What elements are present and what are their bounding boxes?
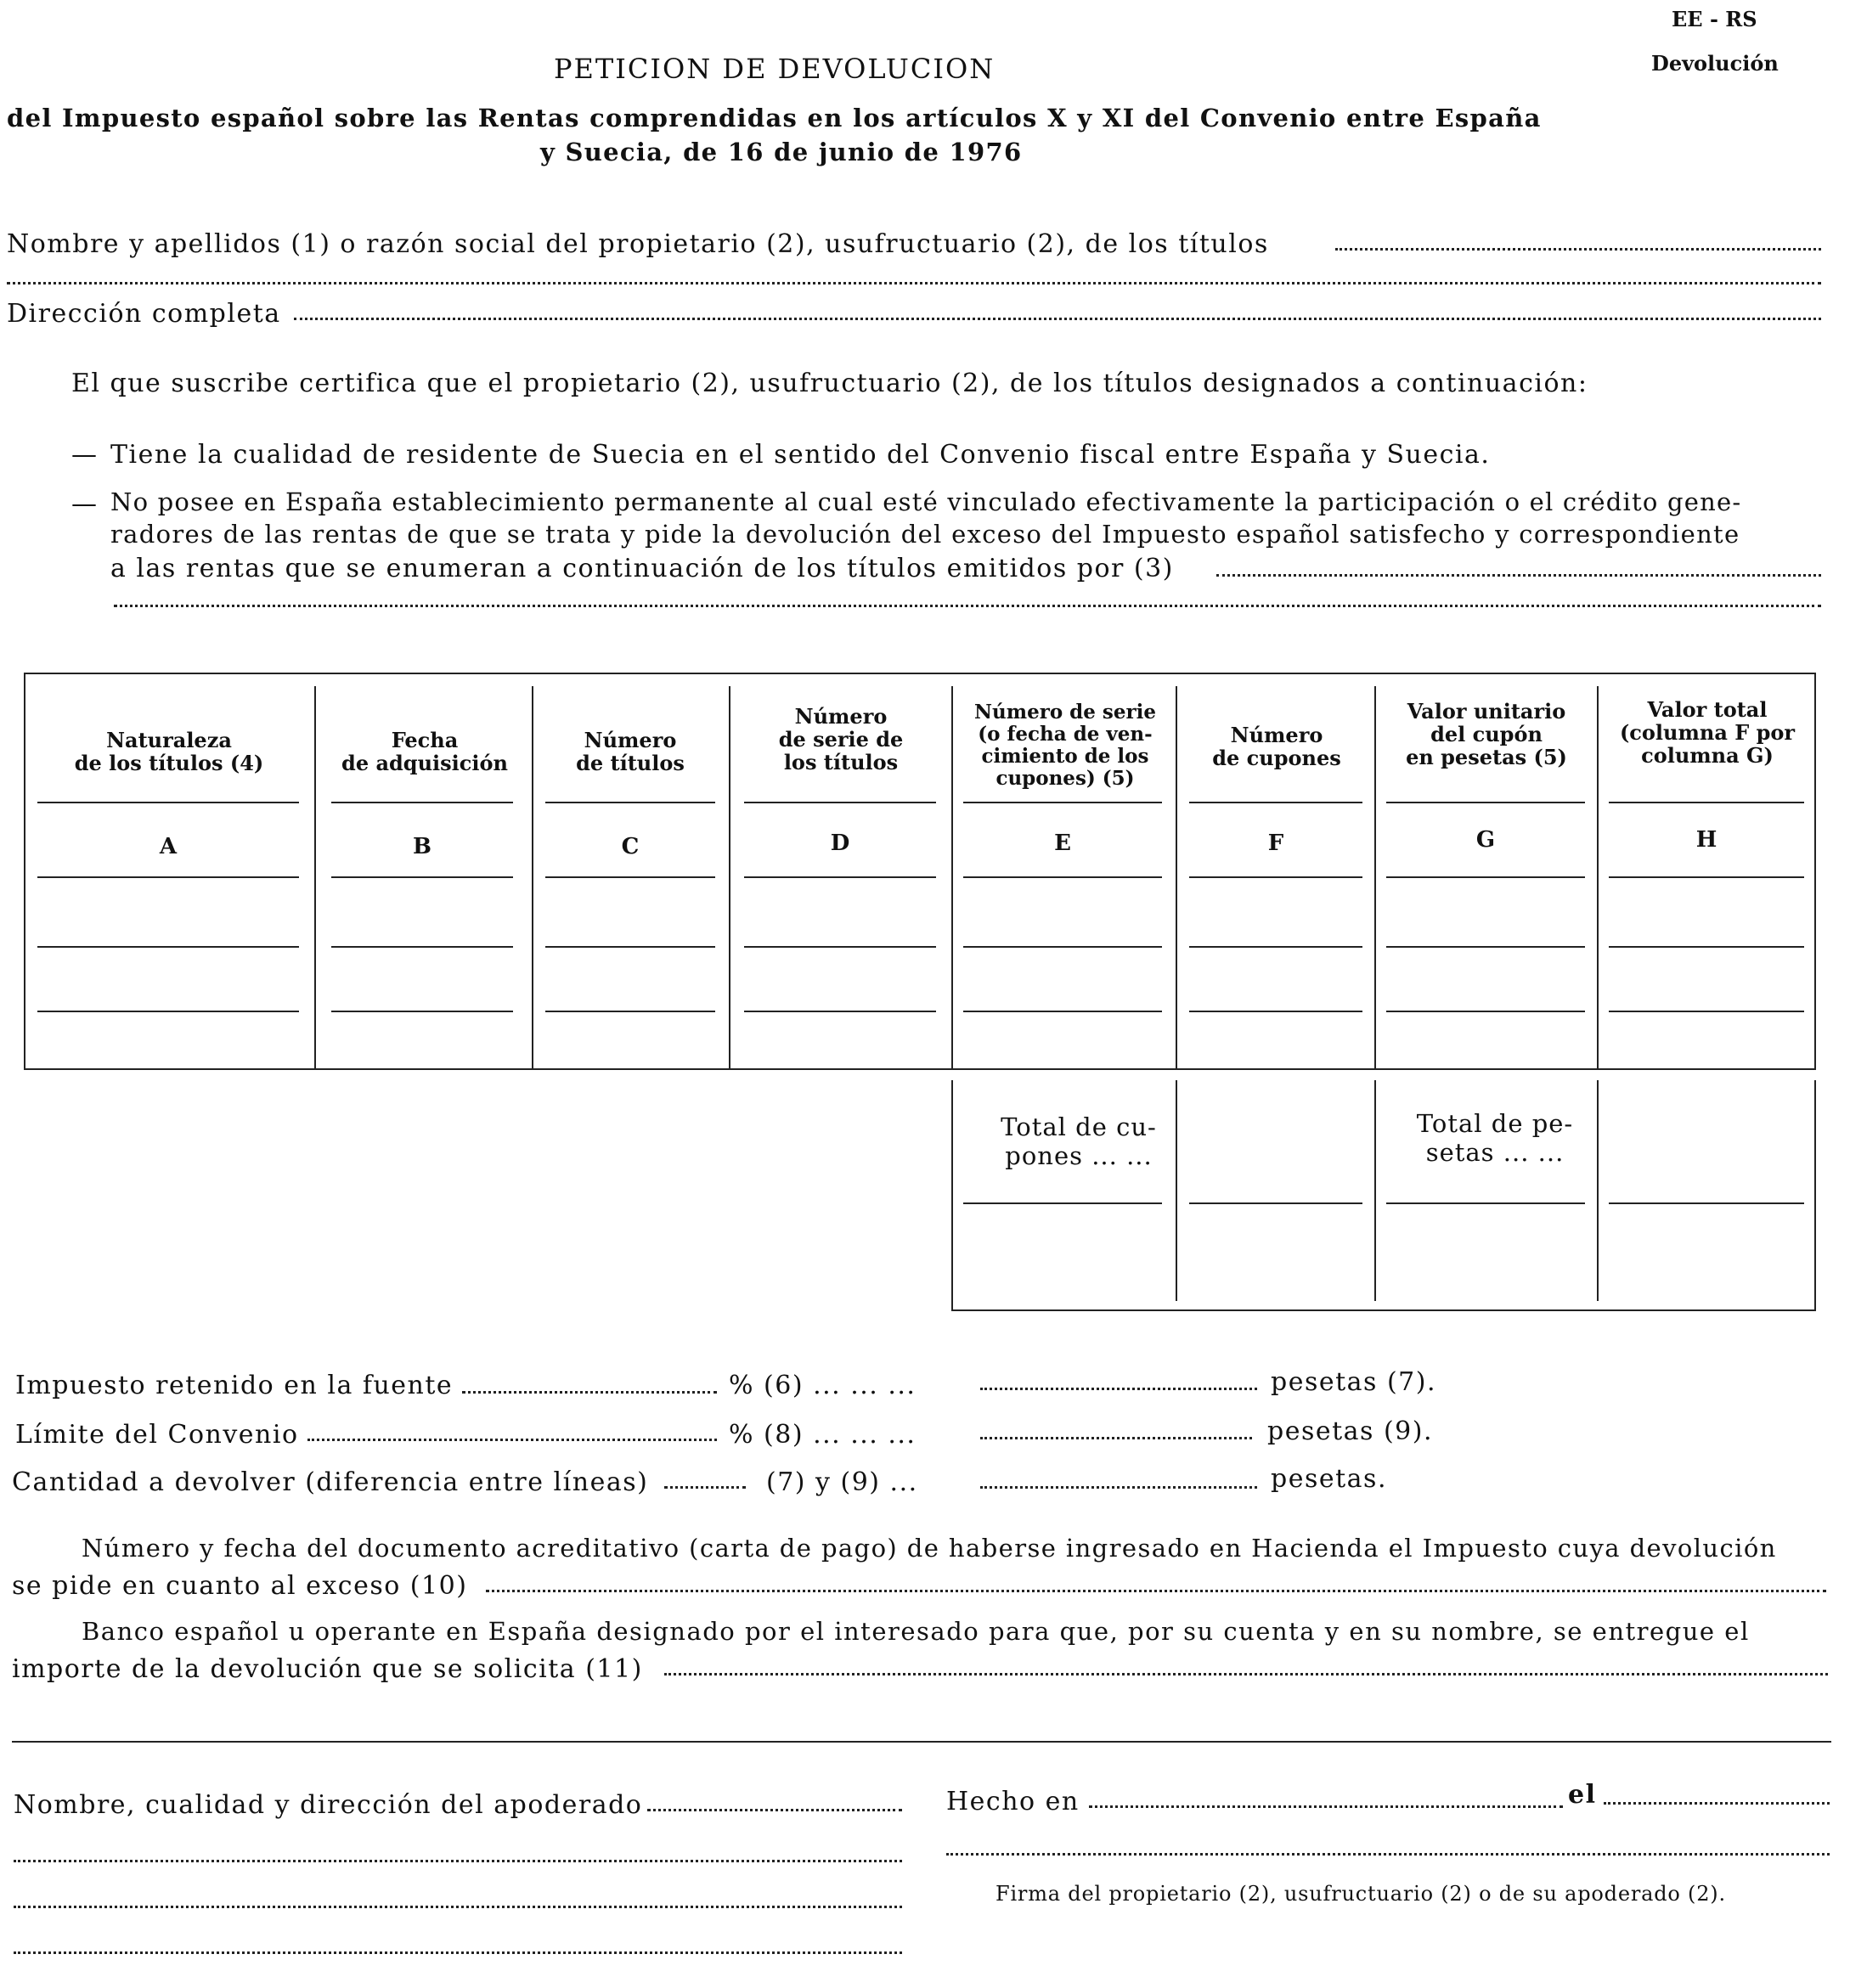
- tax-withheld-rate-field[interactable]: [462, 1391, 717, 1394]
- table-entry-line[interactable]: [331, 946, 513, 948]
- agent-field-line-4[interactable]: [14, 1951, 902, 1954]
- table-entry-line[interactable]: [331, 1011, 513, 1012]
- column-letter-g: G: [1475, 827, 1496, 853]
- refund-amount-label: Cantidad a devolver (diferencia entre líneas): [12, 1467, 649, 1497]
- table-entry-line[interactable]: [1189, 946, 1362, 948]
- table-divider: [314, 686, 316, 1070]
- table-rule: [744, 802, 936, 803]
- table-rule: [545, 876, 715, 878]
- tax-withheld-ref: % (6) ... ... ...: [729, 1371, 917, 1400]
- convention-limit-amount-field[interactable]: [980, 1437, 1252, 1439]
- signature-caption: Firma del propietario (2), usufructuario (2) o de su apoderado (2).: [996, 1882, 1726, 1906]
- issuer-field[interactable]: [1216, 574, 1821, 577]
- total-pesetas-label: Total de pe- setas ... ...: [1416, 1109, 1574, 1167]
- refund-amount-filler: [664, 1486, 746, 1489]
- form-subtitle-line-2: y Suecia, de 16 de junio de 1976: [540, 138, 1023, 166]
- table-rule: [37, 802, 299, 803]
- tax-withheld-unit: pesetas (7).: [1271, 1367, 1437, 1397]
- table-rule: [1189, 876, 1362, 878]
- column-letter-e: E: [1054, 831, 1071, 856]
- column-header-c: Número de títulos: [576, 728, 685, 775]
- owner-name-label: Nombre y apellidos (1) o razón social del propietario (2), usufructuario (2), de los títulos: [7, 229, 1269, 259]
- establishment-statement-line-2: radores de las rentas de que se trata y pide la devolución del exceso del Impuesto español satisfecho y correspondiente: [110, 520, 1740, 549]
- table-divider: [1176, 686, 1177, 1070]
- table-rule: [1386, 1202, 1585, 1204]
- bank-line-1: Banco español u operante en España designado por el interesado para que, por su cuenta y en su nombre, se entregue el: [82, 1617, 1750, 1646]
- address-field[interactable]: [294, 318, 1821, 320]
- table-entry-line[interactable]: [1609, 1011, 1804, 1012]
- tax-withheld-amount-field[interactable]: [980, 1388, 1257, 1390]
- column-header-f: Número de cupones: [1212, 723, 1341, 770]
- form-title: PETICION DE DEVOLUCION: [554, 53, 996, 85]
- table-rule: [1609, 876, 1804, 878]
- owner-name-field-continued[interactable]: [7, 282, 1821, 284]
- column-letter-c: C: [621, 834, 640, 859]
- payment-document-line-2: se pide en cuanto al exceso (10): [12, 1571, 468, 1601]
- table-entry-line[interactable]: [545, 946, 715, 948]
- column-letter-b: B: [413, 834, 431, 859]
- payment-document-field[interactable]: [486, 1590, 1826, 1592]
- establishment-statement-line-1: No posee en España establecimiento permanente al cual esté vinculado efectivamente la participación o el crédito gene-: [110, 487, 1742, 516]
- table-entry-line[interactable]: [744, 1011, 936, 1012]
- table-entry-line[interactable]: [37, 1011, 299, 1012]
- column-letter-a: A: [159, 834, 178, 859]
- column-letter-f: F: [1267, 831, 1284, 856]
- convention-limit-label: Límite del Convenio: [15, 1420, 299, 1450]
- issuer-field-continued[interactable]: [114, 605, 1821, 607]
- refund-amount-ref: (7) y (9) ...: [766, 1467, 918, 1497]
- totals-divider: [1597, 1080, 1599, 1301]
- table-divider: [532, 686, 533, 1070]
- agent-field[interactable]: [647, 1809, 902, 1811]
- table-entry-line[interactable]: [1386, 1011, 1585, 1012]
- totals-divider: [1176, 1080, 1177, 1301]
- date-field[interactable]: [1604, 1802, 1830, 1805]
- agent-label: Nombre, cualidad y dirección del apoderado: [14, 1790, 643, 1820]
- dash-2: —: [71, 489, 99, 519]
- convention-limit-rate-field[interactable]: [307, 1439, 717, 1441]
- table-entry-line[interactable]: [545, 1011, 715, 1012]
- table-entry-line[interactable]: [1386, 946, 1585, 948]
- table-rule: [963, 876, 1162, 878]
- column-letter-h: H: [1695, 827, 1717, 853]
- table-divider: [1374, 686, 1376, 1070]
- agent-field-line-2[interactable]: [14, 1860, 902, 1862]
- agent-field-line-3[interactable]: [14, 1906, 902, 1908]
- table-rule: [37, 876, 299, 878]
- date-label: el: [1568, 1780, 1597, 1810]
- form-code: EE - RS: [1672, 7, 1757, 31]
- refund-amount-field[interactable]: [980, 1486, 1257, 1489]
- table-rule: [331, 876, 513, 878]
- table-rule: [331, 802, 513, 803]
- form-subtitle-line-1: del Impuesto español sobre las Rentas comprendidas en los artículos X y XI del Convenio entre España: [7, 104, 1542, 132]
- form-code-subtitle: Devolución: [1651, 51, 1779, 76]
- residence-statement: Tiene la cualidad de residente de Suecia en el sentido del Convenio fiscal entre España y Suecia.: [110, 440, 1491, 470]
- signature-field[interactable]: [946, 1853, 1830, 1856]
- section-separator: [12, 1741, 1831, 1743]
- column-header-g: Valor unitario del cupón en pesetas (5): [1406, 699, 1567, 769]
- tax-withheld-label: Impuesto retenido en la fuente: [15, 1371, 454, 1400]
- table-entry-line[interactable]: [744, 946, 936, 948]
- table-rule: [1609, 802, 1804, 803]
- column-letter-d: D: [830, 831, 850, 856]
- table-rule: [963, 802, 1162, 803]
- table-divider: [951, 686, 953, 1070]
- table-entry-line[interactable]: [963, 946, 1162, 948]
- refund-amount-unit: pesetas.: [1271, 1464, 1387, 1494]
- total-pesetas-field[interactable]: [1609, 1202, 1804, 1204]
- table-entry-line[interactable]: [1189, 1011, 1362, 1012]
- establishment-statement-line-3: a las rentas que se enumeran a continuación de los títulos emitidos por (3): [110, 554, 1174, 583]
- table-rule: [1189, 802, 1362, 803]
- table-entry-line[interactable]: [1609, 946, 1804, 948]
- owner-name-field[interactable]: [1335, 248, 1821, 251]
- dash-1: —: [71, 440, 99, 470]
- totals-divider: [1374, 1080, 1376, 1301]
- total-coupons-field[interactable]: [1189, 1202, 1362, 1204]
- column-header-e: Número de serie (o fecha de ven- cimiento de los cupones) (5): [974, 701, 1156, 790]
- made-in-label: Hecho en: [946, 1787, 1080, 1816]
- column-header-h: Valor total (columna F por columna G): [1619, 697, 1796, 768]
- table-divider: [1597, 686, 1599, 1070]
- table-entry-line[interactable]: [963, 1011, 1162, 1012]
- table-rule: [545, 802, 715, 803]
- convention-limit-unit: pesetas (9).: [1267, 1416, 1434, 1446]
- column-header-d: Número de serie de los títulos: [778, 704, 904, 774]
- payment-document-line-1: Número y fecha del documento acreditativo (carta de pago) de haberse ingresado en Hacienda el Impuesto cuya devolución: [82, 1534, 1777, 1563]
- table-rule: [963, 1202, 1162, 1204]
- made-in-field[interactable]: [1089, 1805, 1563, 1808]
- total-coupons-label: Total de cu- pones ... ...: [1001, 1112, 1157, 1170]
- certification-intro: El que suscribe certifica que el propietario (2), usufructuario (2), de los títulos designados a continuación:: [71, 369, 1588, 398]
- column-header-a: Naturaleza de los títulos (4): [74, 728, 264, 775]
- address-label: Dirección completa: [7, 299, 281, 329]
- table-rule: [744, 876, 936, 878]
- table-entry-line[interactable]: [37, 946, 299, 948]
- table-rule: [1386, 802, 1585, 803]
- bank-line-2: importe de la devolución que se solicita (11): [12, 1654, 643, 1684]
- table-rule: [1386, 876, 1585, 878]
- bank-field[interactable]: [664, 1673, 1828, 1675]
- table-divider: [729, 686, 730, 1070]
- column-header-b: Fecha de adquisición: [341, 728, 508, 775]
- convention-limit-ref: % (8) ... ... ...: [729, 1420, 917, 1450]
